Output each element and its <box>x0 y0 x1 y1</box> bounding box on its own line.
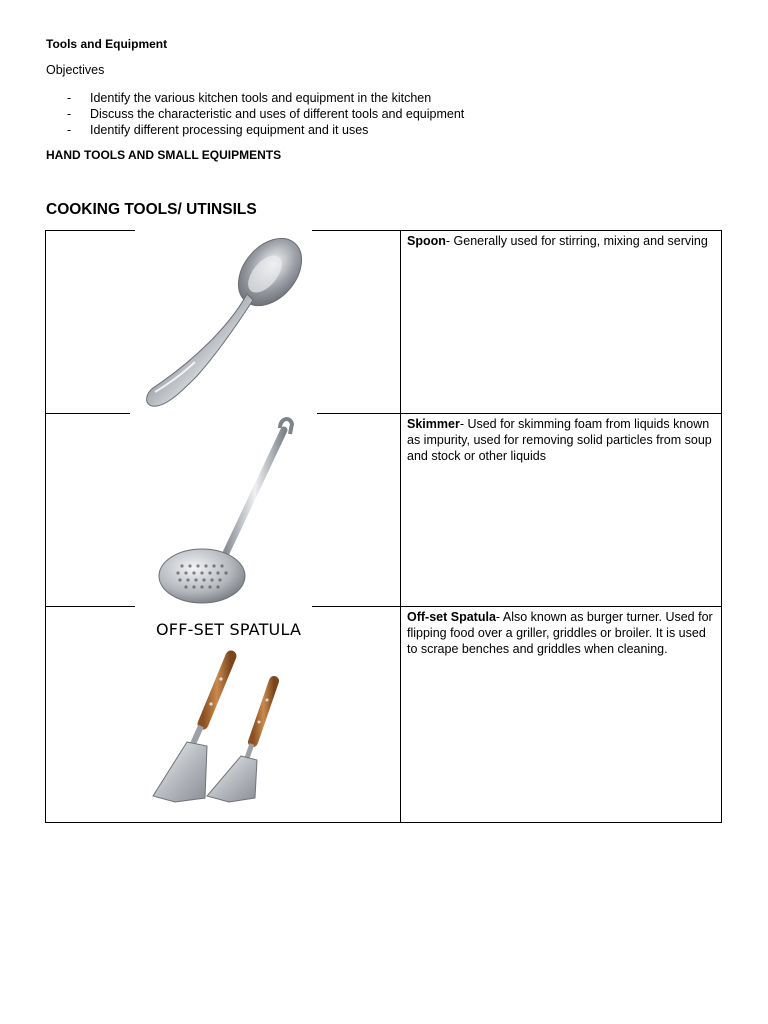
tool-description <box>407 416 717 465</box>
objective-text: Identify different processing equipment and it uses <box>90 123 369 137</box>
spoon-photo <box>135 230 312 414</box>
tool-description-text: - Also known as burger turner. Used for flipping food over a griller, griddles or broiler. It is used to scrape benches and griddles when cleaning. <box>407 610 713 657</box>
objective-text: Discuss the characteristic and uses of different tools and equipment <box>90 107 465 121</box>
tool-name: Skimmer <box>407 417 460 431</box>
tool-name: Off-set Spatula <box>407 610 496 624</box>
table-row <box>46 413 721 606</box>
table-row <box>46 606 721 822</box>
spoon-icon <box>135 230 312 414</box>
offset-spatula-photo <box>135 606 312 822</box>
bullet-dash: - <box>67 123 72 137</box>
image-cell <box>46 414 400 606</box>
bullet-dash: - <box>67 91 72 105</box>
document-title: Tools and Equipment <box>46 37 168 51</box>
objectives-heading: Objectives <box>46 63 105 77</box>
cooking-tools-heading: COOKING TOOLS/ UTINSILS <box>46 201 257 218</box>
offset-spatula-icon <box>135 606 312 822</box>
tools-table <box>45 230 722 823</box>
hand-tools-heading: HAND TOOLS AND SMALL EQUIPMENTS <box>46 148 282 162</box>
table-row <box>46 231 721 413</box>
tool-name: Spoon <box>407 234 446 248</box>
tool-description-text: - Generally used for stirring, mixing and serving <box>445 234 708 248</box>
image-cell <box>46 231 400 413</box>
tool-description-text: - Used for skimming foam from liquids known as impurity, used for removing solid particles from soup and stock or other liquids <box>407 417 712 464</box>
bullet-dash: - <box>67 107 72 121</box>
image-cell <box>46 607 400 822</box>
tool-description <box>407 609 717 658</box>
image-caption: OFF-SET SPATULA <box>156 620 302 639</box>
tool-description <box>407 233 717 249</box>
skimmer-photo <box>130 408 317 608</box>
objective-text: Identify the various kitchen tools and equipment in the kitchen <box>90 91 432 105</box>
skimmer-icon <box>130 408 317 608</box>
